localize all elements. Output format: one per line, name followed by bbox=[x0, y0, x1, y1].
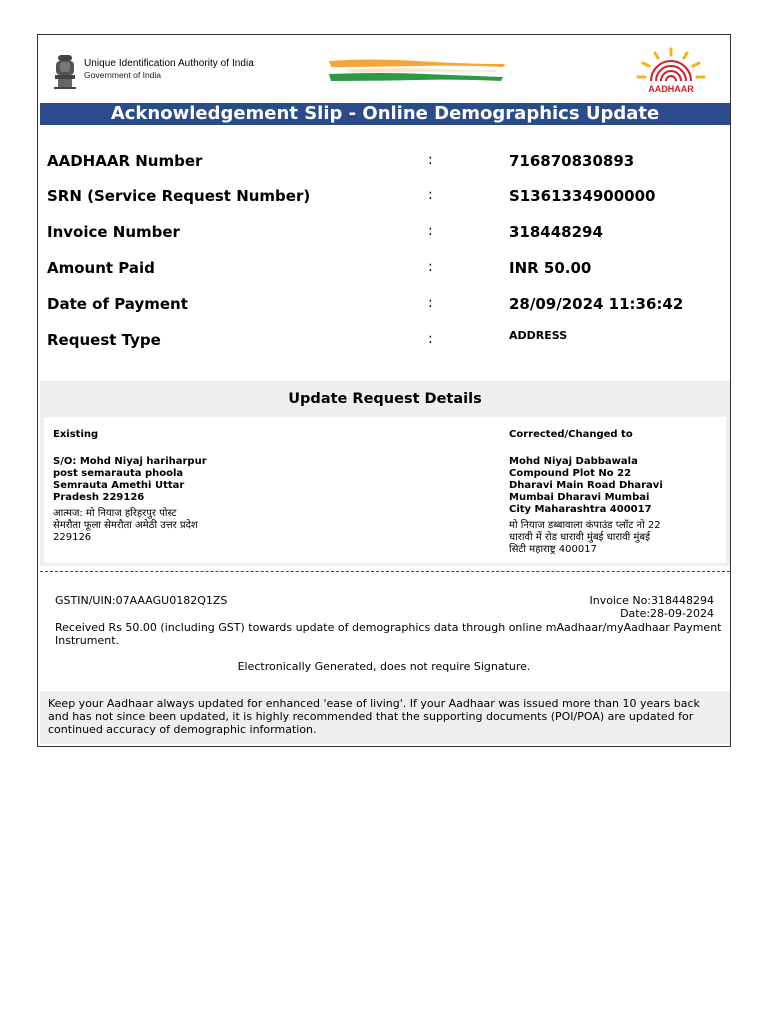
org-subtitle: Government of India bbox=[84, 70, 162, 80]
changed-address-english: Mohd Niyaj Dabbawala Compound Plot No 22 Dharavi Main Road Dharavi Mumbai Dharavi Mumbai City Maharashtra 400017 bbox=[509, 456, 663, 515]
update-request-details bbox=[40, 381, 730, 566]
detail-value: ADDRESS bbox=[509, 329, 568, 342]
update-request-title: Update Request Details bbox=[288, 391, 482, 407]
aadhaar-logo-text: AADHAAR bbox=[648, 84, 694, 94]
national-emblem-icon bbox=[52, 53, 78, 91]
org-title: Unique Identification Authority of India bbox=[84, 58, 254, 69]
detail-label: SRN (Service Request Number) bbox=[47, 187, 311, 205]
changed-address-column bbox=[509, 429, 724, 556]
detail-value: 28/09/2024 11:36:42 bbox=[509, 295, 684, 313]
invoice-date-text: Date:28-09-2024 bbox=[620, 607, 714, 620]
detail-label: Date of Payment bbox=[47, 295, 188, 313]
detail-row-amount-paid bbox=[47, 259, 727, 279]
detail-colon: : bbox=[428, 295, 433, 311]
detail-value: S1361334900000 bbox=[509, 187, 656, 205]
gstin-text: GSTIN/UIN:07AAAGU0182Q1ZS bbox=[55, 594, 228, 607]
dashed-separator bbox=[40, 571, 730, 572]
detail-value: INR 50.00 bbox=[509, 259, 592, 277]
existing-address-column bbox=[53, 429, 253, 544]
detail-row-invoice-number bbox=[47, 223, 727, 243]
existing-address-english: S/O: Mohd Niyaj hariharpur post semarauta phoola Semrauta Amethi Uttar Pradesh 229126 bbox=[53, 456, 207, 503]
detail-row-request-type bbox=[47, 331, 727, 351]
slip-header bbox=[38, 35, 730, 101]
update-advisory-note: Keep your Aadhaar always updated for enhanced 'ease of living'. If your Aadhaar was issued more than 10 years back and has not since been updated, it is highly recommended that the supporting documents (POI/POA) are updated for continued accuracy of demographic information. bbox=[40, 691, 730, 744]
changed-address-hindi: मो नियाज डब्बावाला कंपाउंड प्लॉट नो 22 धारावी में रोड धारावी मुंबई धारावी मुंबई सिटी महाराष्ट्र 400017 bbox=[509, 520, 661, 555]
detail-label: Request Type bbox=[47, 331, 161, 349]
slip-title-banner: Acknowledgement Slip - Online Demographics Update bbox=[40, 103, 730, 125]
organization-name bbox=[84, 58, 254, 80]
detail-label: Amount Paid bbox=[47, 259, 155, 277]
detail-row-date-of-payment bbox=[47, 295, 727, 315]
electronic-generated-text: Electronically Generated, does not require Signature. bbox=[237, 660, 531, 673]
detail-row-srn bbox=[47, 187, 727, 207]
acknowledgement-slip bbox=[37, 34, 731, 747]
detail-label: AADHAAR Number bbox=[47, 152, 203, 170]
existing-address-hindi: आत्मज: मो नियाज हरिहरपुर पोस्ट सेमरौता फूला सेमरौता अमेठी उत्तर प्रदेश 229126 bbox=[53, 508, 198, 543]
detail-colon: : bbox=[428, 152, 433, 168]
invoice-number-text: Invoice No:318448294 bbox=[589, 594, 714, 607]
detail-row-aadhaar-number bbox=[47, 152, 727, 172]
detail-colon: : bbox=[428, 331, 433, 347]
aadhaar-logo-icon bbox=[635, 47, 707, 95]
detail-value: 716870830893 bbox=[509, 152, 635, 170]
invoice-info bbox=[590, 594, 714, 620]
detail-value: 318448294 bbox=[509, 223, 603, 241]
detail-colon: : bbox=[428, 187, 433, 203]
tricolor-brush-icon bbox=[327, 57, 507, 85]
existing-heading: Existing bbox=[53, 429, 99, 440]
detail-colon: : bbox=[428, 223, 433, 239]
update-request-body bbox=[44, 417, 726, 563]
payment-received-text: Received Rs 50.00 (including GST) towards update of demographics data through online mAadhaar/myAadhaar Payment Instrument. bbox=[55, 621, 722, 647]
detail-label: Invoice Number bbox=[47, 223, 180, 241]
changed-heading: Corrected/Changed to bbox=[509, 429, 633, 440]
detail-colon: : bbox=[428, 259, 433, 275]
